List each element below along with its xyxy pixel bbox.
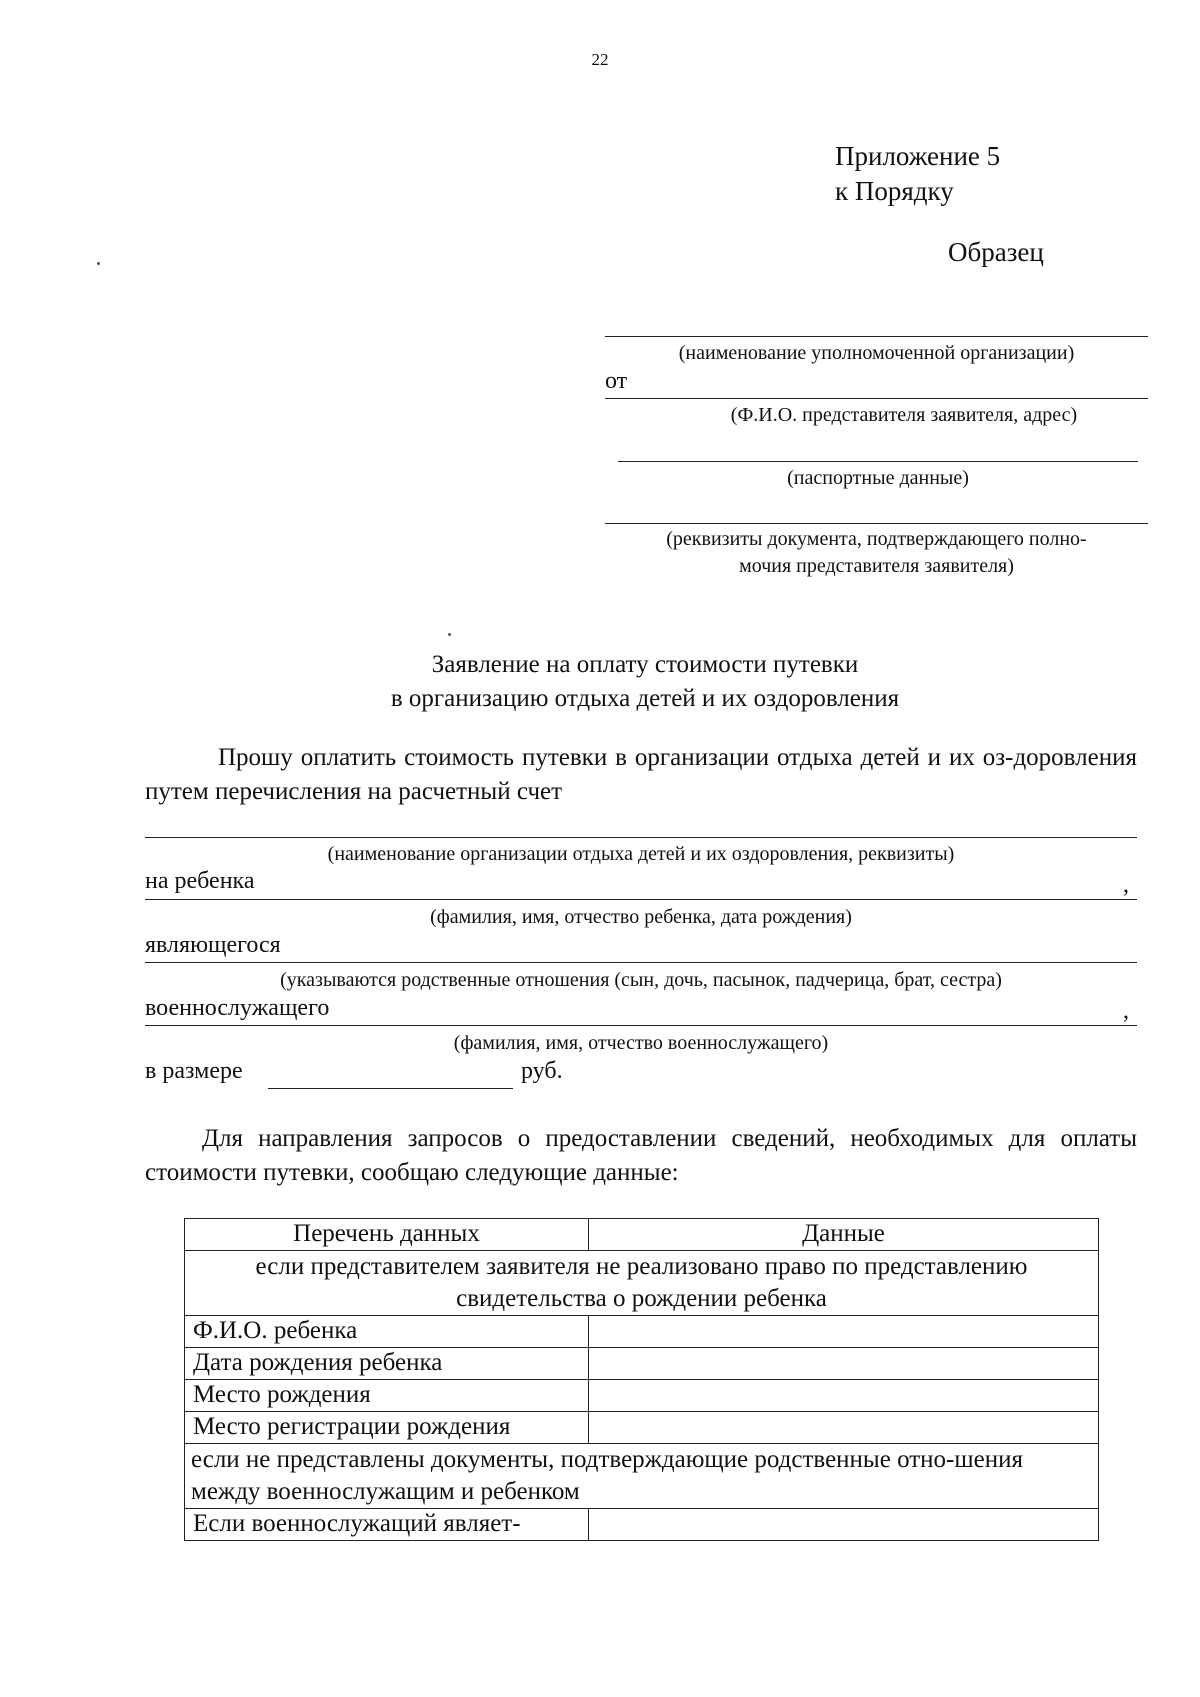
section-kinship-documents: если не представлены документы, подтверждающие родственные отно-шения между военнослужащим и ребенком [185, 1444, 1099, 1509]
col-header-data: Данные [589, 1219, 1099, 1251]
annex-reference [835, 139, 1000, 209]
row-value-cell[interactable] [589, 1348, 1099, 1380]
child-line[interactable] [145, 899, 1137, 900]
section-birth-certificate: если представителем заявителя не реализовано право по представлению свидетельства о рождении ребенка [185, 1251, 1099, 1316]
data-table [184, 1218, 1099, 1541]
serviceman-label: военнослужащего [145, 995, 330, 1021]
annex-line-1: Приложение 5 [835, 141, 1001, 171]
row-label: Если военнослужащий являет- [185, 1509, 589, 1541]
representative-caption: (Ф.И.О. представителя заявителя, адрес) [730, 404, 1078, 426]
scan-speck [448, 633, 451, 636]
table-section-row [185, 1444, 1099, 1509]
row-value-cell[interactable] [589, 1509, 1099, 1541]
col-header-list: Перечень данных [185, 1219, 589, 1251]
page-number: 22 [591, 50, 609, 69]
authority-caption-line-2: мочия представителя заявителя) [739, 555, 1014, 577]
from-label: от [605, 368, 628, 394]
request-paragraph [145, 741, 1137, 809]
row-label: Ф.И.О. ребенка [185, 1316, 589, 1348]
row-label: Дата рождения ребенка [185, 1348, 589, 1380]
table-row [185, 1412, 1099, 1444]
info-paragraph [145, 1122, 1137, 1190]
organization-line[interactable] [145, 837, 1137, 838]
comma-mark: , [1123, 998, 1129, 1024]
document-title [0, 648, 1200, 716]
comma-mark: , [1123, 872, 1129, 898]
row-label: Место регистрации рождения [185, 1412, 589, 1444]
scan-speck [97, 262, 100, 265]
relation-caption: (указываются родственные отношения (сын, дочь, пасынок, падчерица, брат, сестра) [280, 969, 1002, 991]
row-value-cell[interactable] [589, 1316, 1099, 1348]
org-name-line[interactable] [605, 336, 1148, 337]
passport-line[interactable] [618, 461, 1138, 462]
org-name-caption: (наименование уполномоченной организации) [678, 342, 1075, 364]
table-row [185, 1316, 1099, 1348]
row-label: Место рождения [185, 1380, 589, 1412]
relation-line[interactable] [145, 962, 1137, 963]
sample-label: Образец [948, 237, 1044, 267]
table-header-row [185, 1219, 1099, 1251]
serviceman-line[interactable] [145, 1025, 1137, 1026]
child-label: на ребенка [145, 868, 255, 894]
request-paragraph-text: Прошу оплатить стоимость путевки в организации отдыха детей и их оз-доровления путем перечисления на расчетный счет [145, 744, 1137, 805]
relation-label: являющегося [145, 932, 281, 958]
child-caption: (фамилия, имя, отчество ребенка, дата рождения) [430, 906, 852, 928]
amount-line[interactable] [268, 1088, 513, 1089]
row-value-cell[interactable] [589, 1380, 1099, 1412]
amount-unit: руб. [521, 1058, 563, 1084]
serviceman-caption: (фамилия, имя, отчество военнослужащего) [453, 1032, 829, 1054]
amount-label: в размере [145, 1058, 243, 1084]
title-line-1: Заявление на оплату стоимости путевки [431, 651, 859, 678]
row-value-cell[interactable] [589, 1412, 1099, 1444]
authority-doc-caption [605, 526, 1148, 580]
table-row [185, 1348, 1099, 1380]
title-line-2: в организацию отдыха детей и их оздоровления [390, 685, 900, 712]
authority-doc-line[interactable] [605, 523, 1148, 524]
authority-caption-line-1: (реквизиты документа, подтверждающего полно- [666, 528, 1087, 550]
passport-caption: (паспортные данные) [787, 467, 969, 489]
annex-line-2: к Порядку [835, 176, 954, 206]
representative-line[interactable] [605, 398, 1148, 399]
table-row [185, 1380, 1099, 1412]
table-section-row [185, 1251, 1099, 1316]
table-row [185, 1509, 1099, 1541]
organization-caption: (наименование организации отдыха детей и их оздоровления, реквизиты) [327, 843, 955, 865]
info-paragraph-text: Для направления запросов о предоставлении сведений, необходимых для оплаты стоимости путевки, сообщаю следующие данные: [145, 1125, 1137, 1186]
